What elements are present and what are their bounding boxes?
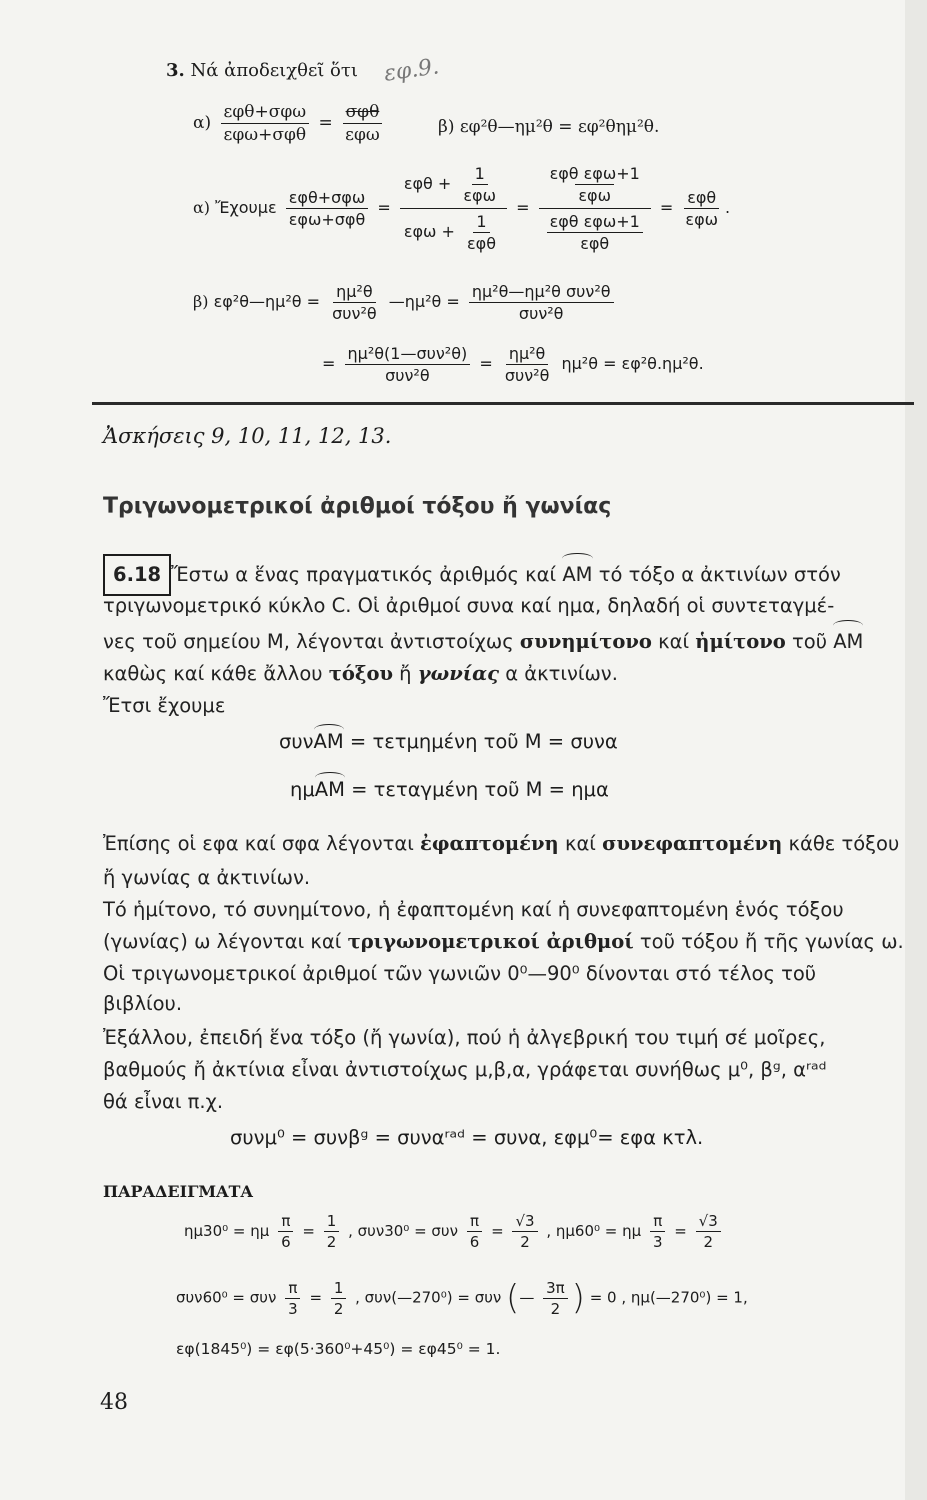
exercise-statement — [166, 60, 358, 81]
frac-den: 2 — [550, 1299, 561, 1318]
text: ἤ — [392, 662, 418, 685]
frac-den: 2 — [703, 1233, 713, 1251]
term-bold: τριγωνομετρικοί ἀριθμοί — [347, 930, 634, 953]
definition-line11: βιβλίου. — [103, 992, 183, 1015]
solution-a-complex2 — [539, 164, 651, 253]
term-bold: συνημίτονο — [519, 630, 652, 653]
equation-cos — [279, 730, 618, 753]
text: ημ — [290, 778, 315, 801]
arc-am: AM — [833, 626, 863, 658]
definition-line5: Ἔτσι ἔχουμε — [103, 694, 226, 717]
text: τοῦ — [785, 630, 834, 653]
inner-frac — [547, 212, 643, 253]
frac-den: εφω — [575, 184, 614, 205]
definition-line15: συνμ⁰ = συνβᵍ = συναʳᵃᵈ = συνα, εφμ⁰= εφα κτλ. — [230, 1126, 704, 1149]
frac-num: ημ²θ — [506, 344, 549, 365]
text: , συν30⁰ = συν — [348, 1222, 458, 1240]
frac-num: εφθ+σφω — [221, 102, 310, 124]
exercise-part-a: α) $\frac{\text{εφθ+σφω}}{\text{εφω+σφθ}}$ = $\frac{\text{σφθ}}{\text{εφω}}$ — [193, 102, 387, 145]
definition-line2: τριγωνομετρικό κύκλο C. Οἱ ἀριθμοί συνα καί ημα, δηλαδή οἱ συντεταγμέ- — [103, 594, 835, 617]
inner-frac — [547, 164, 643, 205]
text: ημ30⁰ = ημ — [184, 1222, 270, 1240]
definition-line12: Ἐξάλλου, ἐπειδή ἕνα τόξο (ἤ γωνία), πού ἡ ἀλγεβρική του τιμή σέ μοῖρες, — [103, 1026, 826, 1049]
text: — — [519, 1288, 535, 1307]
text: = — [309, 1288, 323, 1307]
term-bold: ἡμίτονο — [695, 630, 786, 653]
term-bold: τόξου — [328, 662, 393, 685]
term: εφθ + — [403, 174, 452, 193]
frac — [331, 1279, 347, 1318]
frac-num: π — [285, 1279, 300, 1299]
text: = τετμημένη τοῦ Μ = συνα — [343, 730, 618, 753]
arc-am: AM — [314, 778, 345, 801]
frac — [285, 1279, 301, 1318]
term: εφω + — [403, 222, 455, 241]
definition-line4 — [103, 658, 919, 690]
definition-line8: Τό ἡμίτονο, τό συνημίτονο, ἡ ἐφαπτομένη καί ἡ συνεφαπτομένη ἑνός τόξου — [103, 898, 844, 921]
frac-num: 1 — [324, 1212, 340, 1232]
text: = τεταγμένη τοῦ Μ = ημα — [344, 778, 609, 801]
text: νες τοῦ σημείου Μ, λέγονται ἀντιστοίχως — [103, 630, 520, 653]
complex-num — [400, 164, 507, 209]
complex-den — [539, 209, 651, 253]
text: συν60⁰ = συν — [176, 1288, 277, 1307]
definition-line3 — [103, 626, 919, 658]
definition-line14: θά εἶναι π.χ. — [103, 1090, 224, 1113]
solution-a-lhs — [286, 188, 369, 229]
frac-num: π — [650, 1212, 665, 1232]
frac-num: ημ²θ—ημ²θ συν²θ — [469, 282, 614, 303]
definition-line9 — [103, 926, 919, 958]
text: καί — [558, 832, 603, 855]
arc-am: AM — [313, 730, 344, 753]
complex-den — [400, 209, 507, 253]
equation-sin — [290, 778, 609, 801]
frac-num: εφθ+σφω — [286, 188, 369, 209]
solution-b-line1 — [193, 282, 618, 323]
frac-num: π — [278, 1212, 293, 1232]
frac-den: 6 — [469, 1233, 480, 1251]
frac-den: εφθ — [580, 234, 610, 253]
frac-den: συν²θ — [518, 304, 564, 323]
frac — [543, 1279, 568, 1318]
term-bold: γωνίας — [417, 662, 500, 685]
solution-b-line2: = $\frac{\text{ημ²θ(1—συν²θ)}}{\text{συν²θ}}$ = $\frac{\text{ημ²θ}}{\text{συν²θ}}$ ημ²θ = εφ²θ.ημ²θ. — [322, 344, 704, 385]
frac — [345, 344, 471, 385]
frac-den: συν²θ — [504, 366, 550, 385]
exercise-part-b: β) εφ²θ—ημ²θ = εφ²θημ²θ. — [438, 117, 660, 137]
complex-num — [539, 164, 651, 209]
frac-den: 3 — [288, 1299, 298, 1318]
text: καθὼς καί κάθε ἄλλου — [103, 662, 329, 685]
frac — [329, 282, 380, 323]
frac-num: 1 — [473, 212, 489, 233]
inner-frac — [464, 212, 499, 253]
text: τό τόξο α ἀκτινίων στόν — [592, 563, 841, 586]
text: Ἐπίσης οἱ εφα καί σφα λέγονται — [103, 832, 420, 855]
text: = — [674, 1222, 687, 1240]
frac-num: π — [467, 1212, 482, 1232]
exercises-reference: Ἀσκήσεις 9, 10, 11, 12, 13. — [103, 424, 392, 448]
definition-line13: βαθμούς ἤ ἀκτίνια εἶναι ἀντιστοίχως μ,β,α, γράφεται συνήθως μ⁰, βᵍ, αʳᵃᵈ — [103, 1058, 827, 1081]
text: = — [302, 1222, 315, 1240]
text: καί — [651, 630, 696, 653]
text: α ἀκτινίων. — [499, 662, 618, 685]
part-a-rhs — [342, 102, 383, 145]
definition-line6 — [103, 828, 919, 860]
text: = 0 , ημ(—270⁰) = 1, — [589, 1288, 748, 1307]
frac-num: 1 — [472, 164, 488, 185]
frac-num: 3π — [543, 1279, 568, 1299]
text: (γωνίας) ω λέγονται καί — [103, 930, 348, 953]
frac-num: ημ²θ — [333, 282, 376, 303]
text: = — [491, 1222, 504, 1240]
frac-den: εφω+σφθ — [288, 210, 366, 229]
frac-num: εφθ εφω+1 — [549, 164, 640, 183]
frac — [469, 282, 614, 323]
solution-a: α) Ἔχουμε $\frac{\text{εφθ+σφω}}{\text{εφω+σφθ}}$ = εφθ + $\frac{1}{\text{εφω}}$ εφω + $\frac{1}{\text{εφθ}}$ = $\frac{\frac{\text{εφθ εφω+1}}{\text{εφω}}}{\frac{\text{εφθ εφω+1}}{\text{εφθ}}}$ = $\frac{\text{εφθ}}{\text{εφω}}$ . — [193, 164, 731, 253]
frac-den: εφω — [345, 125, 380, 145]
frac — [278, 1212, 294, 1251]
part-a-lhs — [221, 102, 310, 145]
solution-a-complex — [400, 164, 507, 253]
inner-frac — [460, 164, 499, 205]
part-a-label: α) — [193, 113, 212, 133]
text: κάθε τόξου — [782, 832, 900, 855]
frac-den: εφθ — [467, 234, 496, 253]
frac-den: συν²θ — [385, 366, 430, 385]
frac-den: 6 — [281, 1233, 291, 1251]
arc-am: AM — [562, 559, 592, 591]
divider-rule — [92, 402, 914, 405]
frac-num: ημ²θ(1—συν²θ) — [345, 344, 471, 365]
frac-den: 3 — [652, 1233, 663, 1251]
frac-den: συν²θ — [332, 304, 377, 323]
definition-line10: Οἱ τριγωνομετρικοί ἀριθμοί τῶν γωνιῶν 0⁰—90⁰ δίνονται στό τέλος τοῦ — [103, 962, 817, 985]
frac-num: σφθ — [343, 102, 383, 124]
definition-label: 6.18 — [103, 554, 171, 596]
solution-a-intro: Ἔχουμε — [215, 198, 277, 217]
frac-num: 1 — [331, 1279, 347, 1299]
frac-den: 2 — [326, 1233, 337, 1251]
frac-den: εφω+σφθ — [223, 125, 307, 145]
frac — [324, 1212, 340, 1251]
text: τοῦ τόξου ἤ τῆς γωνίας ω. — [633, 930, 904, 953]
term-bold: ἐφαπτομένη — [420, 832, 559, 855]
page-edge — [905, 0, 927, 1500]
frac — [512, 1212, 537, 1251]
text: , ημ60⁰ = ημ — [546, 1222, 642, 1240]
frac-num: √3 — [696, 1212, 721, 1232]
frac — [696, 1212, 721, 1251]
frac-den: εφω — [685, 210, 719, 229]
frac — [502, 344, 553, 385]
text: συν — [279, 730, 314, 753]
term: εφ²θ—ημ²θ = — [213, 292, 321, 311]
frac-den: 2 — [333, 1299, 344, 1318]
examples-row1 — [184, 1212, 725, 1251]
definition-line7: ἤ γωνίας α ἀκτινίων. — [103, 866, 311, 889]
section-title: Τριγωνομετρικοί ἀριθμοί τόξου ἤ γωνίας — [103, 494, 612, 519]
examples-row2: συν60⁰ = συν $\frac{\pi}{3}$ = $\frac{1}{2}$ , συν(—270⁰) = συν (— $\frac{3\pi}{2}$ ) = 0 , ημ(—270⁰) = 1, — [176, 1278, 748, 1318]
term-bold: συνεφαπτομένη — [602, 832, 783, 855]
examples-title: ΠΑΡΑΔΕΙΓΜΑΤΑ — [103, 1182, 253, 1201]
exercise-number: 3. — [166, 60, 185, 81]
frac-den: εφω — [463, 186, 496, 205]
frac-den: 2 — [520, 1233, 530, 1251]
solution-a-result — [682, 188, 721, 229]
frac-num: εφθ εφω+1 — [547, 212, 643, 233]
page-number: 48 — [100, 1390, 128, 1415]
frac — [467, 1212, 483, 1251]
frac-num: εφθ — [684, 188, 719, 209]
frac — [650, 1212, 666, 1251]
exercise-text: Νά ἀποδειχθεῖ ὅτι — [190, 60, 358, 81]
term: —ημ²θ = — [388, 292, 460, 311]
solution-b-label: β) — [193, 292, 209, 311]
examples-row3: εφ(1845⁰) = εφ(5·360⁰+45⁰) = εφ45⁰ = 1. — [176, 1340, 501, 1358]
frac-num: √3 — [512, 1212, 537, 1232]
solution-a-label: α) — [193, 198, 211, 217]
text: Ἔστω α ἕνας πραγματικός ἀριθμός καί — [171, 563, 563, 586]
handwritten-note: εφ.9. — [382, 54, 441, 87]
text: , συν(—270⁰) = συν — [355, 1288, 502, 1307]
term: ημ²θ = εφ²θ.ημ²θ. — [561, 354, 704, 373]
